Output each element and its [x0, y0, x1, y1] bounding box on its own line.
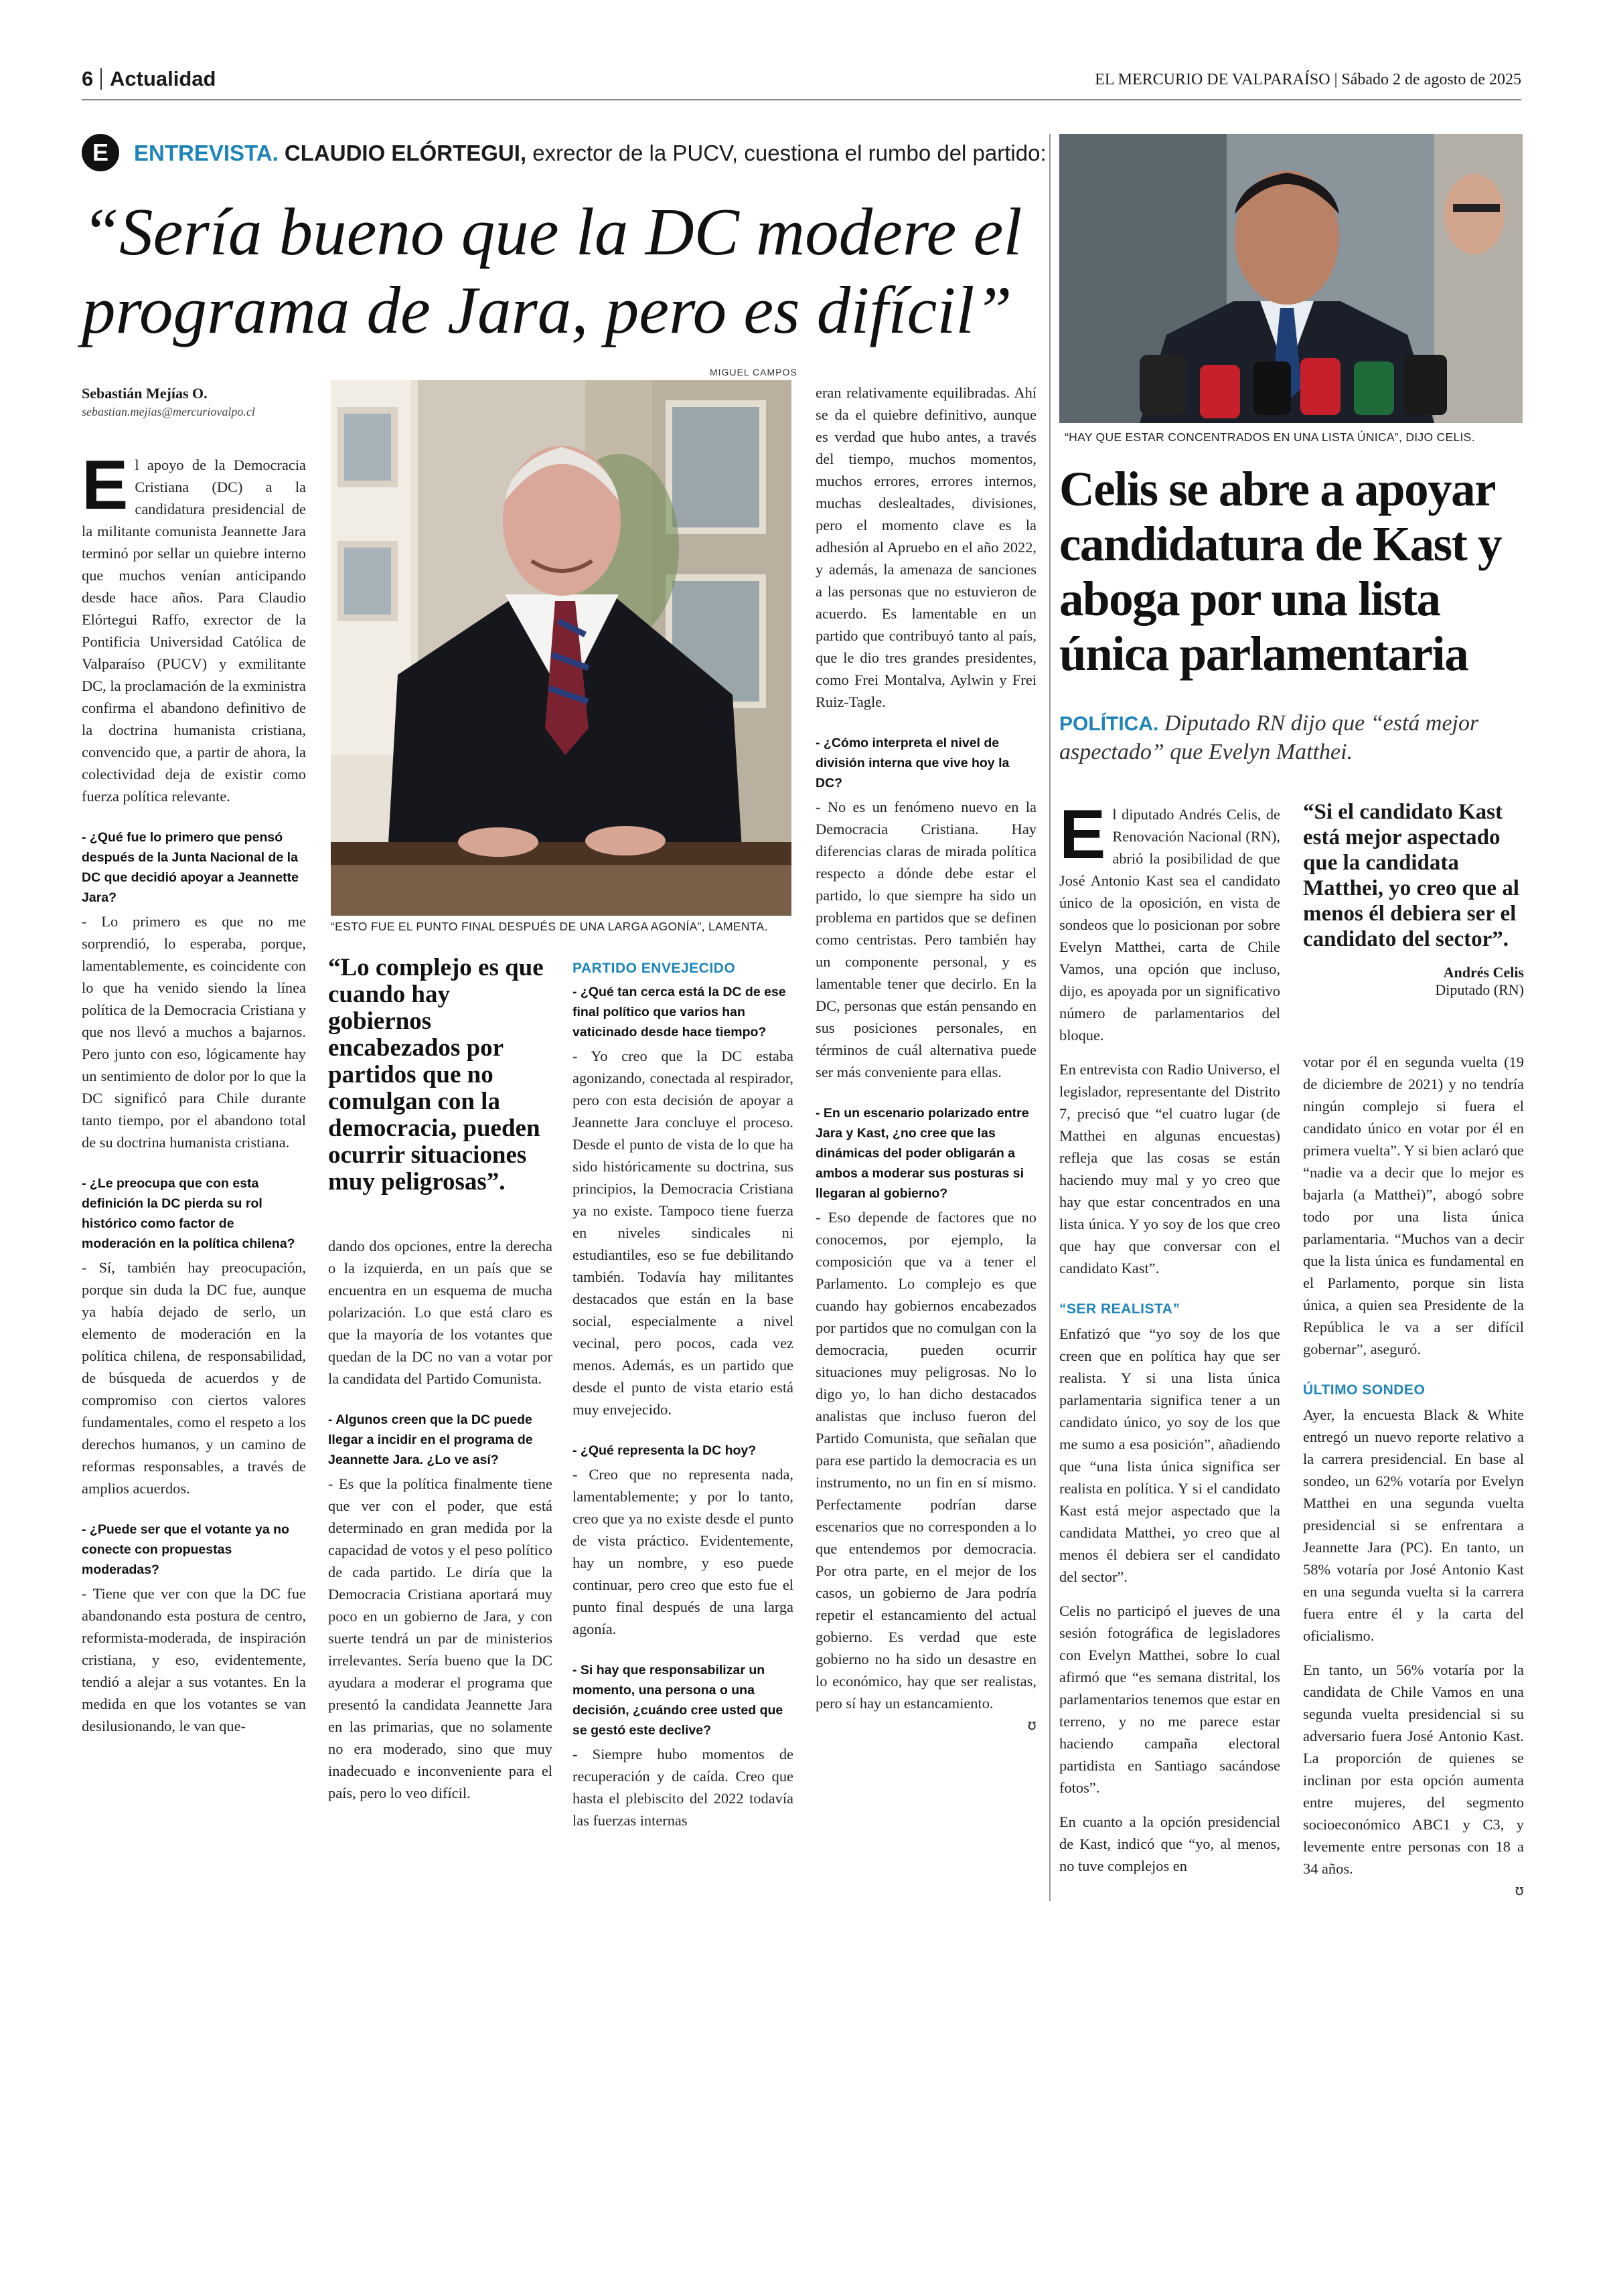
photo-credit: MIGUEL CAMPOS	[710, 367, 797, 378]
kicker-line	[134, 141, 1047, 166]
author-name: Sebastián Mejías O.	[82, 385, 208, 402]
page-number: 6	[82, 67, 94, 90]
celis-lead: El diputado Andrés Celis, de Renovación Nacional (RN), abrió la posibilidad de que José Antonio Kast sea el candidato único de la oposición, en vista de sondeos que lo posicionan por sobre Evelyn Matthei, carta de Chile Vamos, una opción que incluso, dijo, es apoyada por un significativo número de parlamentarios del bloque.	[1059, 796, 1280, 1044]
celis-column-2	[1303, 1051, 1524, 1902]
headline-line-1: “Sería bueno que la DC modere el	[82, 194, 1022, 269]
celis-photo	[1059, 134, 1523, 423]
celis-drop-cap: E	[1059, 796, 1106, 874]
newspaper-date: EL MERCURIO DE VALPARAÍSO | Sábado 2 de agosto de 2025	[1095, 71, 1521, 88]
celis-column-1	[1059, 796, 1280, 1889]
kicker-text: exrector de la PUCV, cuestiona el rumbo del partido:	[532, 141, 1047, 165]
celis-col2-paragraph-2: Ayer, la encuesta Black & White entregó un nuevo reporte relativo a la carrera presidencial. En base al sondeo, un 62% votaría por Evelyn Matthei en una segunda vuelta presidencial si se enfrentara a Jeannette Jara (PC). En tanto, un 58% votaría por José Antonio Kast en una segunda vuelta si la carrera fuera entre él y la carta del oficialismo.	[1303, 1406, 1524, 1644]
col3-answer-2: - Creo que no representa nada, lamentablemente; y por lo tanto, creo que ya no existe desde el punto de vista práctico. Evidentemente, hay un nombre, y eso puede continuar, pero creo que esto fue el punto final después de una larga agonía.	[572, 1466, 793, 1637]
section-badge: E	[82, 134, 119, 171]
answer-2: - Sí, también hay preocupación, porque sin duda la DC fue, aunque ya había dejado de serlo, un elemento de moderación en la política chilena, de responsabilidad, de búsqueda de acuerdos y de compromiso con ciertos valores fundamentales, como el respeto a los derechos humanos, y un camino de reformas responsables, a través de amplios acuerdos.	[82, 1259, 306, 1497]
celis-paragraph-2: En entrevista con Radio Universo, el legislador, representante del Distrito 7, precisó que “el cuatro lugar (de Matthei en algunas encuestas) refleja que las cosas se están haciendo muy mal y yo creo que hay que estar concentrados en una lista única. Y yo soy de los que creo que hay que conversar con el candidato Kast”.	[1059, 1061, 1280, 1277]
newspaper-name: EL MERCURIO DE VALPARAÍSO	[1095, 71, 1330, 88]
end-mark-icon: ʊ	[1027, 1717, 1037, 1734]
kicker-label: ENTREVISTA.	[134, 141, 279, 165]
interview-headline	[82, 193, 1053, 349]
col2-question-1: - Algunos creen que la DC puede llegar a incidir en el programa de Jeannette Jara. ¿Lo ve así?	[328, 1412, 533, 1467]
subhead-ultimo-sondeo: ÚLTIMO SONDEO	[1303, 1382, 1426, 1398]
question-1: - ¿Qué fue lo primero que pensó después de la Junta Nacional de la DC que decidió apoyar a Jeannette Jara?	[82, 830, 299, 905]
section-name: Actualidad	[110, 67, 216, 90]
celis-headline: Celis se abre a apoyar candidatura de Kast y aboga por una lista única parlamentaria	[1059, 462, 1502, 681]
interview-column-3	[572, 957, 793, 1843]
answer-1: - Lo primero es que no me sorprendió, lo esperaba, porque, lamentablemente, es coincidente con lo que ha venido siendo la línea política de la Democracia Cristiana y que nos llevó a muchos a bajarnos. Pero junto con eso, lógicamente hay un sentimiento de dolor por lo que la DC significó para Chile durante tanto tiempo, por el abandono total de su doctrina humanista cristiana.	[82, 913, 306, 1151]
question-2: - ¿Le preocupa que con esta definición la DC pierda su rol histórico como factor de moderación en la política chilena?	[82, 1176, 295, 1251]
kicker-person: CLAUDIO ELÓRTEGUI,	[284, 141, 527, 165]
drop-cap: E	[82, 446, 129, 524]
author-email: sebastian.mejias@mercuriovalpo.cl	[82, 405, 255, 418]
column-divider	[1049, 134, 1051, 1901]
col3-question-1: - ¿Qué tan cerca está la DC de ese final político que varios han vaticinado desde hace tiempo?	[572, 985, 786, 1040]
issue-date: Sábado 2 de agosto de 2025	[1341, 71, 1521, 88]
answer-3: - Tiene que ver con que la DC fue abandonando esta postura de centro, reformista-moderada, de inspiración cristiana, y eso, evidentemente, tendió a alejar a sus votantes. En la medida en que los votantes se van desilusionando, le van que-	[82, 1585, 306, 1734]
col3-answer-3: - Siempre hubo momentos de recuperación y de caída. Creo que hasta el plebiscito del 2022 todavía las fuerzas internas	[572, 1746, 793, 1829]
celis-kicker-text: Diputado RN dijo que “está mejor aspectado” que Evelyn Matthei.	[1059, 711, 1479, 764]
celis-photo-caption: “HAY QUE ESTAR CONCENTRADOS EN UNA LISTA ÚNICA”, DIJO CELIS.	[1065, 430, 1475, 444]
interview-photo	[331, 380, 791, 916]
col4-answer-1: - No es un fenómeno nuevo en la Democracia Cristiana. Hay diferencias claras de mirada política respecto a dónde debe estar el partido, lo que siempre ha sido un problema en partidos que se definen como centristas. Pero también hay un componente personal, y es lamentable tener que decirlo. En la DC, personas que están pensando en sus posiciones personales, en términos de cuál alternativa puede ser más conveniente para ellas.	[816, 799, 1037, 1080]
col2-paragraph-1: dando dos opciones, entre la derecha o la izquierda, en un país que se encuentra en un esquema de mucha polarización. Lo que está claro es que la mayoría de los votantes que quedan de la DC no van a votar por la candidata del Partido Comunista.	[328, 1238, 552, 1387]
col3-question-2: - ¿Qué representa la DC hoy?	[572, 1443, 757, 1458]
photo-illustration	[331, 380, 791, 916]
celis-paragraph-5: En cuanto a la opción presidencial de Kast, indicó que “yo, al menos, no tuve complejos en	[1059, 1813, 1280, 1874]
col2-answer-1: - Es que la política finalmente tiene que ver con el poder, que está determinado en gran medida por la capacidad de votos y el peso político de cada partido. Le diría que la Democracia Cristiana aportará muy poco en un gobierno de Jara, y con suerte tendrá un par de ministerios irrelevantes. Sería bueno que la DC ayudara a moderar el programa que presentó la candidata Jeannette Jara en las primarias, que no solamente no era moderado, sino que muy inadecuado e inconveniente para el país, pero lo veo difícil.	[328, 1475, 552, 1801]
interview-column-4	[816, 382, 1037, 1736]
subhead-ser-realista: “SER REALISTA”	[1059, 1301, 1180, 1317]
subhead-partido-envejecido: PARTIDO ENVEJECIDO	[572, 961, 736, 976]
col3-question-3: - Si hay que responsabilizar un momento, una persona o una decisión, ¿cuándo cree usted que se gestó este declive?	[572, 1663, 783, 1738]
interview-column-2	[328, 1235, 552, 1816]
interview-column-1	[82, 446, 306, 1749]
celis-quote-role: Diputado (RN)	[1435, 981, 1524, 998]
lead-paragraph: El apoyo de la Democracia Cristiana (DC) a la candidatura presidencial de la militante comunista Jeannette Jara terminó por sellar un quiebre interno que muchos venían anticipando desde hace años. Para Claudio Elórtegui Raffo, exrector de la Pontificia Universidad Católica de Valparaíso (PUCV) y exmilitante DC, la proclamación de la exministra confirma el abandono definitivo de la doctrina humanista cristiana, convencido que, a partir de ahora, la colectividad deja de existir como fuerza política relevante.	[82, 446, 306, 805]
celis-quote-author: Andrés Celis	[1443, 964, 1524, 981]
col3-answer-1: - Yo creo que la DC estaba agonizando, conectada al respirador, pero con esta decisión de apoyar a Jeannette Jara concluye el proceso. Desde el punto de vista de lo que ha sido históricamente su doctrina, sus principios, la Democracia Cristiana ya no existe. Tampoco tiene fuerza en niveles sindicales ni estudiantiles, eso se fue debilitando también. Todavía hay militantes destacados que están en la base social, especialmente a nivel vecinal, pero pocos, cada vez menos. Además, es un partido que desde el punto de vista etario está muy envejecido.	[572, 1048, 793, 1418]
celis-kicker	[1059, 710, 1528, 766]
col4-paragraph-1: eran relativamente equilibradas. Ahí se da el quiebre definitivo, aunque es verdad que hubo antes, a través del tiempo, muchos momentos, muchos errores, errores internos, muchas deslealtades, divisiones, pero el momento clave es la adhesión al Apruebo en el año 2022, y además, la amenaza de sanciones a las personas que no estuvieron de acuerdo. Es lamentable en un partido que contribuyó tanto al país, que le dio tres grandes presidentes, como Frei Montalva, Aylwin y Frei Ruiz-Tagle.	[816, 384, 1037, 710]
page-header	[82, 64, 1521, 100]
col4-question-2: - En un escenario polarizado entre Jara y Kast, ¿no cree que las dinámicas del poder obligarán a ambos a moderar sus posturas si llegaran al gobierno?	[816, 1106, 1029, 1201]
celis-quote: “Si el candidato Kast está mejor aspectado que la candidata Matthei, yo creo que al menos él debiera ser el candidato del sector”.	[1303, 800, 1519, 951]
celis-paragraph-4: Celis no participó el jueves de una sesión fotográfica de legisladores con Evelyn Matthei, sobre lo cual afirmó que “es semana distrital, los parlamentarios tenemos que estar en terreno, y no me parece estar haciendo campaña electoral partidista en Santiago sacándose fotos”.	[1059, 1603, 1280, 1796]
question-3: - ¿Puede ser que el votante ya no conecte con propuestas moderadas?	[82, 1522, 289, 1577]
header-divider	[100, 68, 102, 90]
celis-col2-paragraph-1: votar por él en segunda vuelta (19 de diciembre de 2021) y no tendría ningún complejo si fuera el candidato único en votar por él en primera vuelta”. Y si bien aclaró que “nadie va a decir que lo mejor es bajarla (a Matthei)”, abogó sobre todo por una lista única parlamentaria. “Muchos van a decir que la lista única es fundamental en el Parlamento, porque sin lista única, a quien sea Presidente de la República le va a ser difícil gobernar”, aseguró.	[1303, 1054, 1524, 1358]
pull-quote: “Lo complejo es que cuando hay gobiernos encabezados por partidos que no comulgan con la democracia, pueden ocurrir situaciones muy peligrosas”.	[328, 954, 544, 1196]
celis-col2-paragraph-3: En tanto, un 56% votaría por la candidata de Chile Vamos en una segunda vuelta presidencial si su adversario fuera José Antonio Kast. La proporción de quienes se inclinan por esta opción aumenta entre mujeres, del segmento socioeconómico ABC1 y C3, y levemente entre personas con 18 a 34 años.	[1303, 1661, 1524, 1877]
celis-kicker-label: POLÍTICA.	[1059, 713, 1159, 735]
celis-end-mark-icon: ʊ	[1515, 1882, 1524, 1899]
celis-paragraph-3: Enfatizó que “yo soy de los que creen que en política hay que ser realista. Y si una lista única parlamentaria significa tener a un candidato único, yo soy de los que me sumo a esa posición”, añadiendo que “una lista única significa ser realista en política. Y si el candidato Kast está mejor aspectado que la candidata Matthei, yo creo que al menos él debiera ser el candidato del sector”.	[1059, 1325, 1280, 1585]
headline-line-2: programa de Jara, pero es difícil”	[82, 272, 1012, 347]
byline	[82, 385, 309, 419]
col4-question-1: - ¿Cómo interpreta el nivel de división interna que vive hoy la DC?	[816, 736, 1010, 791]
celis-photo-illustration	[1059, 134, 1523, 423]
interview-kicker	[82, 134, 1047, 174]
col4-answer-2: - Eso depende de factores que no conocemos, por ejemplo, la composición que va a tener el Parlamento. Lo complejo es que cuando hay gobiernos encabezados por partidos que no comulgan con la democracia, pueden ocurrir situaciones muy peligrosas. No lo digo yo, lo han dicho destacados analistas que incluso fueron del Partido Comunista, que señalan que para ese partido la democracia es un instrumento, no un fin en sí mismo. Perfectamente podrían darse escenarios que no corresponden a lo que entendemos por democracia. Por otra parte, en el mejor de los casos, un gobierno de Jara podría repetir el estancamiento del actual gobierno. Es verdad que este gobierno no ha sido un desastre en lo económico, hay que ser realistas, pero sí hay un estancamiento.	[816, 1209, 1037, 1712]
celis-quote-box	[1303, 799, 1524, 999]
photo-caption: “ESTO FUE EL PUNTO FINAL DESPUÉS DE UNA LARGA AGONÍA”, LAMENTA.	[331, 920, 768, 933]
